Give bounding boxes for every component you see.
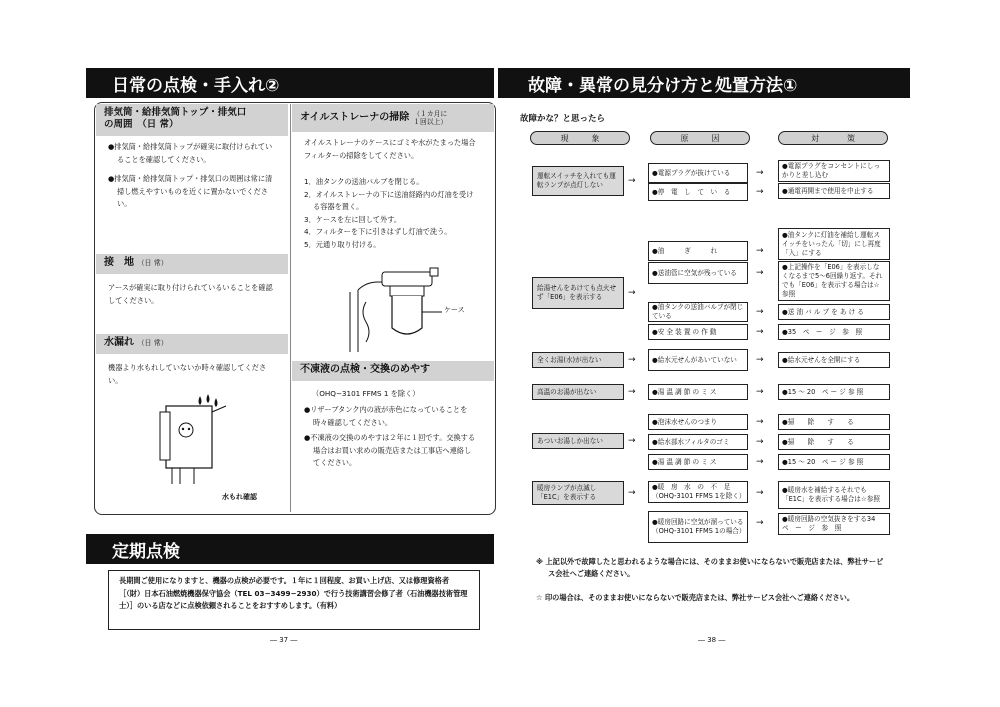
- remedy-5-2: ●掃 除 す る: [778, 434, 890, 450]
- symptom-5: あついお湯しか出ない: [532, 433, 624, 449]
- leak-tag: （日 常）: [137, 339, 168, 347]
- note-1: ※ 上記以外で故障したと思われるような場合には、そのままお使いにならないで販売店または、弊社サービス会社へご連絡ください。: [536, 557, 884, 578]
- arrow-icon: →: [756, 417, 764, 427]
- right-header-bar: [498, 68, 910, 98]
- arrow-icon: →: [756, 437, 764, 447]
- ground-title: 接 地: [104, 257, 134, 268]
- antifreeze-bullets: [304, 404, 476, 470]
- remedy-5-3: ●15 〜 20 ペ ー ジ 参 照: [778, 454, 890, 470]
- periodic-box: [108, 570, 480, 630]
- antifreeze-bullet-2: ●不凍液の交換のめやすは２年に１回です。交換する場合はお買い求めの販売店または工事店へ連絡してください。: [304, 433, 476, 467]
- col-header-remedy: 対 策: [778, 131, 888, 145]
- strainer-section-title: [292, 104, 494, 132]
- arrow-icon: →: [628, 355, 636, 365]
- strainer-step-3: 3．ケースを左に回して外す。: [304, 214, 402, 224]
- left-page-number: ― 37 ―: [270, 636, 298, 644]
- strainer-intro: オイルストレーナのケースにゴミや水がたまった場合フィルターの掃除をしてください。: [304, 138, 476, 160]
- antifreeze-bullet-1: ●リザーブタンク内の液が赤色になっていることを時々確認してください。: [304, 405, 468, 427]
- exhaust-bullet-1: ●排気筒・給排気筒トップが確実に取付けられていることを確認してください。: [108, 142, 273, 164]
- arrow-icon: →: [756, 246, 764, 256]
- cause-3-1: ●給水元せんがあいていない: [648, 349, 748, 371]
- remedy-2-4: ●35 ペ ー ジ 参 照: [778, 324, 890, 340]
- antifreeze-note: （OHQ−3101 FFMS 1 を除く）: [312, 389, 420, 398]
- symptom-6: 暖房ランプが点滅し「E1C」を表示する: [532, 481, 624, 505]
- arrow-icon: →: [756, 168, 764, 178]
- arrow-icon: →: [756, 488, 764, 498]
- exhaust-title-line2: の周囲 （日 常）: [104, 119, 179, 130]
- remedy-5-1: ●掃 除 す る: [778, 414, 890, 430]
- symptom-4: 高温のお湯が出ない: [532, 384, 624, 400]
- strainer-step-1: 1．油タンクの送油バルブを閉じる。: [304, 177, 424, 186]
- exhaust-bullets: [108, 141, 276, 211]
- arrow-icon: →: [756, 387, 764, 397]
- strainer-title: オイルストレーナの掃除: [300, 112, 410, 123]
- remedy-4-1: ●15 〜 20 ペ ー ジ 参 照: [778, 384, 890, 400]
- exhaust-section-title: [96, 104, 288, 136]
- leak-section-title: [96, 334, 288, 354]
- ground-section-title: [96, 254, 288, 274]
- cause-5-3: ●湯 温 調 節 の ミ ス: [648, 454, 748, 470]
- cause-1-1: ●電源プラグが抜けている: [648, 163, 748, 183]
- remedy-1-1: ●電源プラグをコンセントにしっかりと差し込む: [778, 160, 890, 182]
- arrow-icon: →: [756, 355, 764, 365]
- periodic-header-bar: [86, 534, 494, 564]
- cause-6-2: ●暖房回路に空気が溜っている （OHQ-3101 FFMS 1の場合）: [648, 511, 748, 543]
- col-header-cause: 原 因: [650, 131, 750, 145]
- cause-2-1: ●油 ぎ れ: [648, 241, 748, 261]
- cause-2-4: ●安 全 装 置 の 作 動: [648, 324, 748, 340]
- water-leak-illustration: [150, 392, 230, 490]
- remedy-3-1: ●給水元せんを全開にする: [778, 352, 890, 368]
- leak-text: 機器より水もれしていないか時々確認してください。: [108, 363, 267, 385]
- case-label: ケース: [444, 306, 465, 314]
- right-subtitle: 故障かな？と思ったら: [520, 114, 606, 124]
- remedy-2-3: ●送 油 バ ル ブ を あ け る: [778, 304, 890, 320]
- arrow-icon: →: [756, 307, 764, 317]
- strainer-tag: （１カ月に １回以上）: [413, 110, 448, 126]
- arrow-icon: →: [628, 176, 636, 186]
- right-header-title: 故障・異常の見分け方と処置方法①: [528, 75, 798, 96]
- cause-6-1: ●暖 房 水 の 不 足 （OHQ-3101 FFMS 1を除く）: [648, 481, 748, 503]
- remedy-6-2: ●暖房回路の空気抜きをする34 ペ ー ジ 参 照: [778, 513, 890, 535]
- arrow-icon: →: [756, 518, 764, 528]
- remedy-1-2: ●通電再開まで使用を中止する: [778, 183, 890, 199]
- panel-divider-vertical: [290, 104, 291, 512]
- arrow-icon: →: [628, 288, 636, 298]
- arrow-icon: →: [628, 488, 636, 498]
- strainer-step-5: 5．元通り取り付ける。: [304, 239, 381, 249]
- left-header-bar: [86, 68, 494, 98]
- ground-text: アースが確実に取り付けられているいることを確認してください。: [108, 283, 273, 305]
- symptom-3: 全くお湯(水)が出ない: [532, 352, 624, 368]
- remedy-2-2: ●上記操作を「E06」を表示しなくなるまで5〜6回繰り返す。それでも「E06」を表示する場合は☆参照: [778, 261, 890, 301]
- arrow-icon: →: [628, 387, 636, 397]
- arrow-icon: →: [756, 268, 764, 278]
- cause-2-3: ●油タンクの送油バルブが閉じている: [648, 302, 748, 322]
- arrow-icon: →: [756, 327, 764, 337]
- note-2: ☆ 印の場合は、そのままお使いにならないで販売店または、弊社サービス会社へご連絡ください。: [536, 593, 855, 602]
- arrow-icon: →: [628, 436, 636, 446]
- right-page-number: ― 38 ―: [698, 636, 726, 644]
- left-header-title: 日常の点検・手入れ②: [112, 75, 280, 96]
- cause-5-2: ●給水部水フィルタのゴミ: [648, 434, 748, 450]
- exhaust-bullet-2: ●排気筒・給排気筒トップ・排気口の周囲は常に清掃し燃えやすいものを近くに置かないでください。: [108, 174, 273, 208]
- remedy-6-1: ●暖房水を補給するそれでも「E1C」を表示する場合は☆参照: [778, 481, 890, 509]
- strainer-step-2: 2．オイルストレーナの下に送油経路内の灯油を受ける容器を置く。: [304, 189, 474, 211]
- arrow-icon: →: [756, 187, 764, 197]
- symptom-1: 運転スイッチを入れても運転ランプが点灯しない: [532, 166, 624, 196]
- symptom-2: 給湯せんをあけても点火せず「E06」を表示する: [532, 277, 624, 309]
- antifreeze-section-title: 不凍液の点検・交換のめやす: [292, 361, 494, 381]
- cause-4-1: ●湯 温 調 節 の ミ ス: [648, 384, 748, 400]
- exhaust-title-line1: 排気筒・給排気筒トップ・排気口: [104, 107, 247, 118]
- strainer-steps: [304, 176, 476, 251]
- col-header-symptom: 現 象: [530, 131, 630, 145]
- ground-tag: （日 常）: [137, 259, 168, 267]
- leak-caption: 水もれ確認: [222, 493, 257, 501]
- periodic-title: 定期点検: [112, 541, 180, 562]
- strainer-step-4: 4．フィルターを下に引きはずし灯油で洗う。: [304, 227, 452, 236]
- cause-5-1: ●泡沫水せんのつまり: [648, 414, 748, 430]
- remedy-2-1: ●油タンクに灯油を補給し運転スイッチをいったん「切」にし再度「入」にする: [778, 228, 890, 260]
- cause-1-2: ●停 電 し て い る: [648, 183, 748, 201]
- cause-2-2: ●送油管に空気が残っている: [648, 262, 748, 284]
- leak-title: 水漏れ: [104, 337, 134, 348]
- periodic-text: 長期間ご使用になりますと、機器の点検が必要です。１年に１回程度、お買い上げ店、又は修理資格者［（財）日本石油燃焼機器保守協会（TEL 03−3499−2930）で行う技術講習会修了者（石油機器技術管理士）］のいる店などに点検依頼されることをおすすめします。（有料）: [119, 576, 468, 610]
- arrow-icon: →: [756, 457, 764, 467]
